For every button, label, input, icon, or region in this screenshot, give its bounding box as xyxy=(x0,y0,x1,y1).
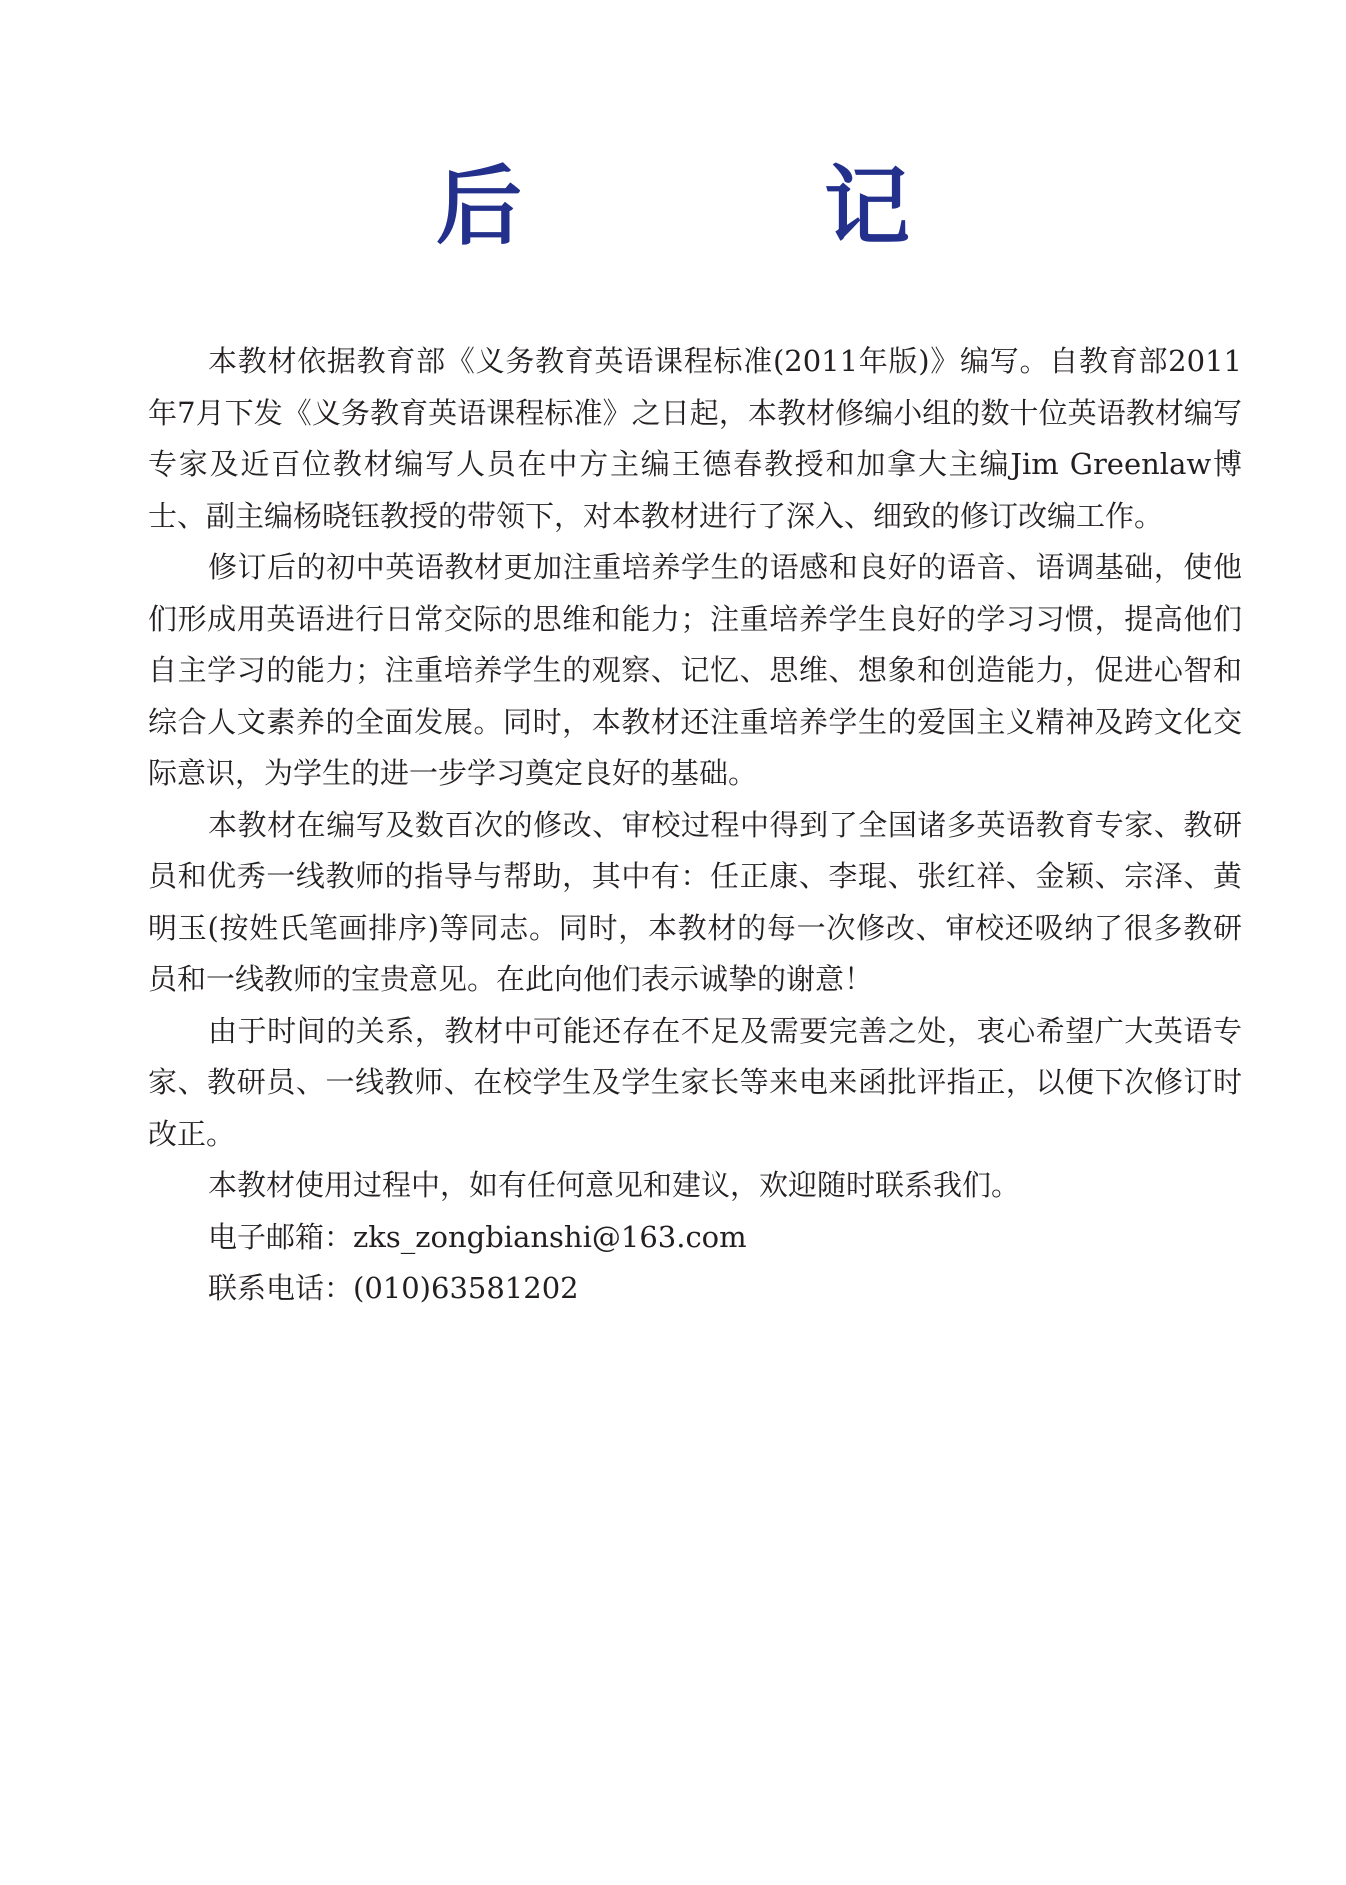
email-label: 电子邮箱： xyxy=(208,1219,354,1254)
email-address: zks_zongbianshi@163.com xyxy=(353,1219,747,1254)
phone-number: (010)63581202 xyxy=(353,1271,579,1305)
phone-line xyxy=(148,1263,1242,1315)
paragraph-2: 修订后的初中英语教材更加注重培养学生的语感和良好的语音、语调基础，使他们形成用英语进行日常交际的思维和能力；注重培养学生良好的学习习惯，提高他们自主学习的能力；注重培养学生的观察、记忆、思维、想象和创造能力，促进心智和综合人文素养的全面发展。同时，本教材还注重培养学生的爱国主义精神及跨文化交际意识，为学生的进一步学习奠定良好的基础。 xyxy=(148,550,1242,790)
paragraph-3: 本教材在编写及数百次的修改、审校过程中得到了全国诸多英语教育专家、教研员和优秀一线教师的指导与帮助，其中有：任正康、李琨、张红祥、金颖、宗泽、黄明玉(按姓氏笔画排序)等同志。同时，本教材的每一次修改、审校还吸纳了很多教研员和一线教师的宝贵意见。在此向他们表示诚挚的谢意！ xyxy=(148,807,1242,996)
phone-label: 联系电话： xyxy=(208,1271,354,1305)
afterword-body xyxy=(148,336,1242,1315)
email-line xyxy=(148,1212,1242,1264)
paragraph-5: 本教材使用过程中，如有任何意见和建议，欢迎随时联系我们。 xyxy=(208,1168,1021,1202)
paragraph-4: 由于时间的关系，教材中可能还存在不足及需要完善之处，衷心希望广大英语专家、教研员、一线教师、在校学生及学生家长等来电来函批评指正，以便下次修订时改正。 xyxy=(148,1013,1242,1151)
paragraph-1: 本教材依据教育部《义务教育英语课程标准(2011年版)》编写。自教育部2011年7月下发《义务教育英语课程标准》之日起，本教材修编小组的数十位英语教材编写专家及近百位教材编写人员在中方主编王德春教授和加拿大主编Jim Greenlaw博士、副主编杨晓钰教授的带领下，对本教材进行了深入、细致的修订改编工作。 xyxy=(148,344,1242,533)
page-title: 后 记 xyxy=(436,157,1018,257)
